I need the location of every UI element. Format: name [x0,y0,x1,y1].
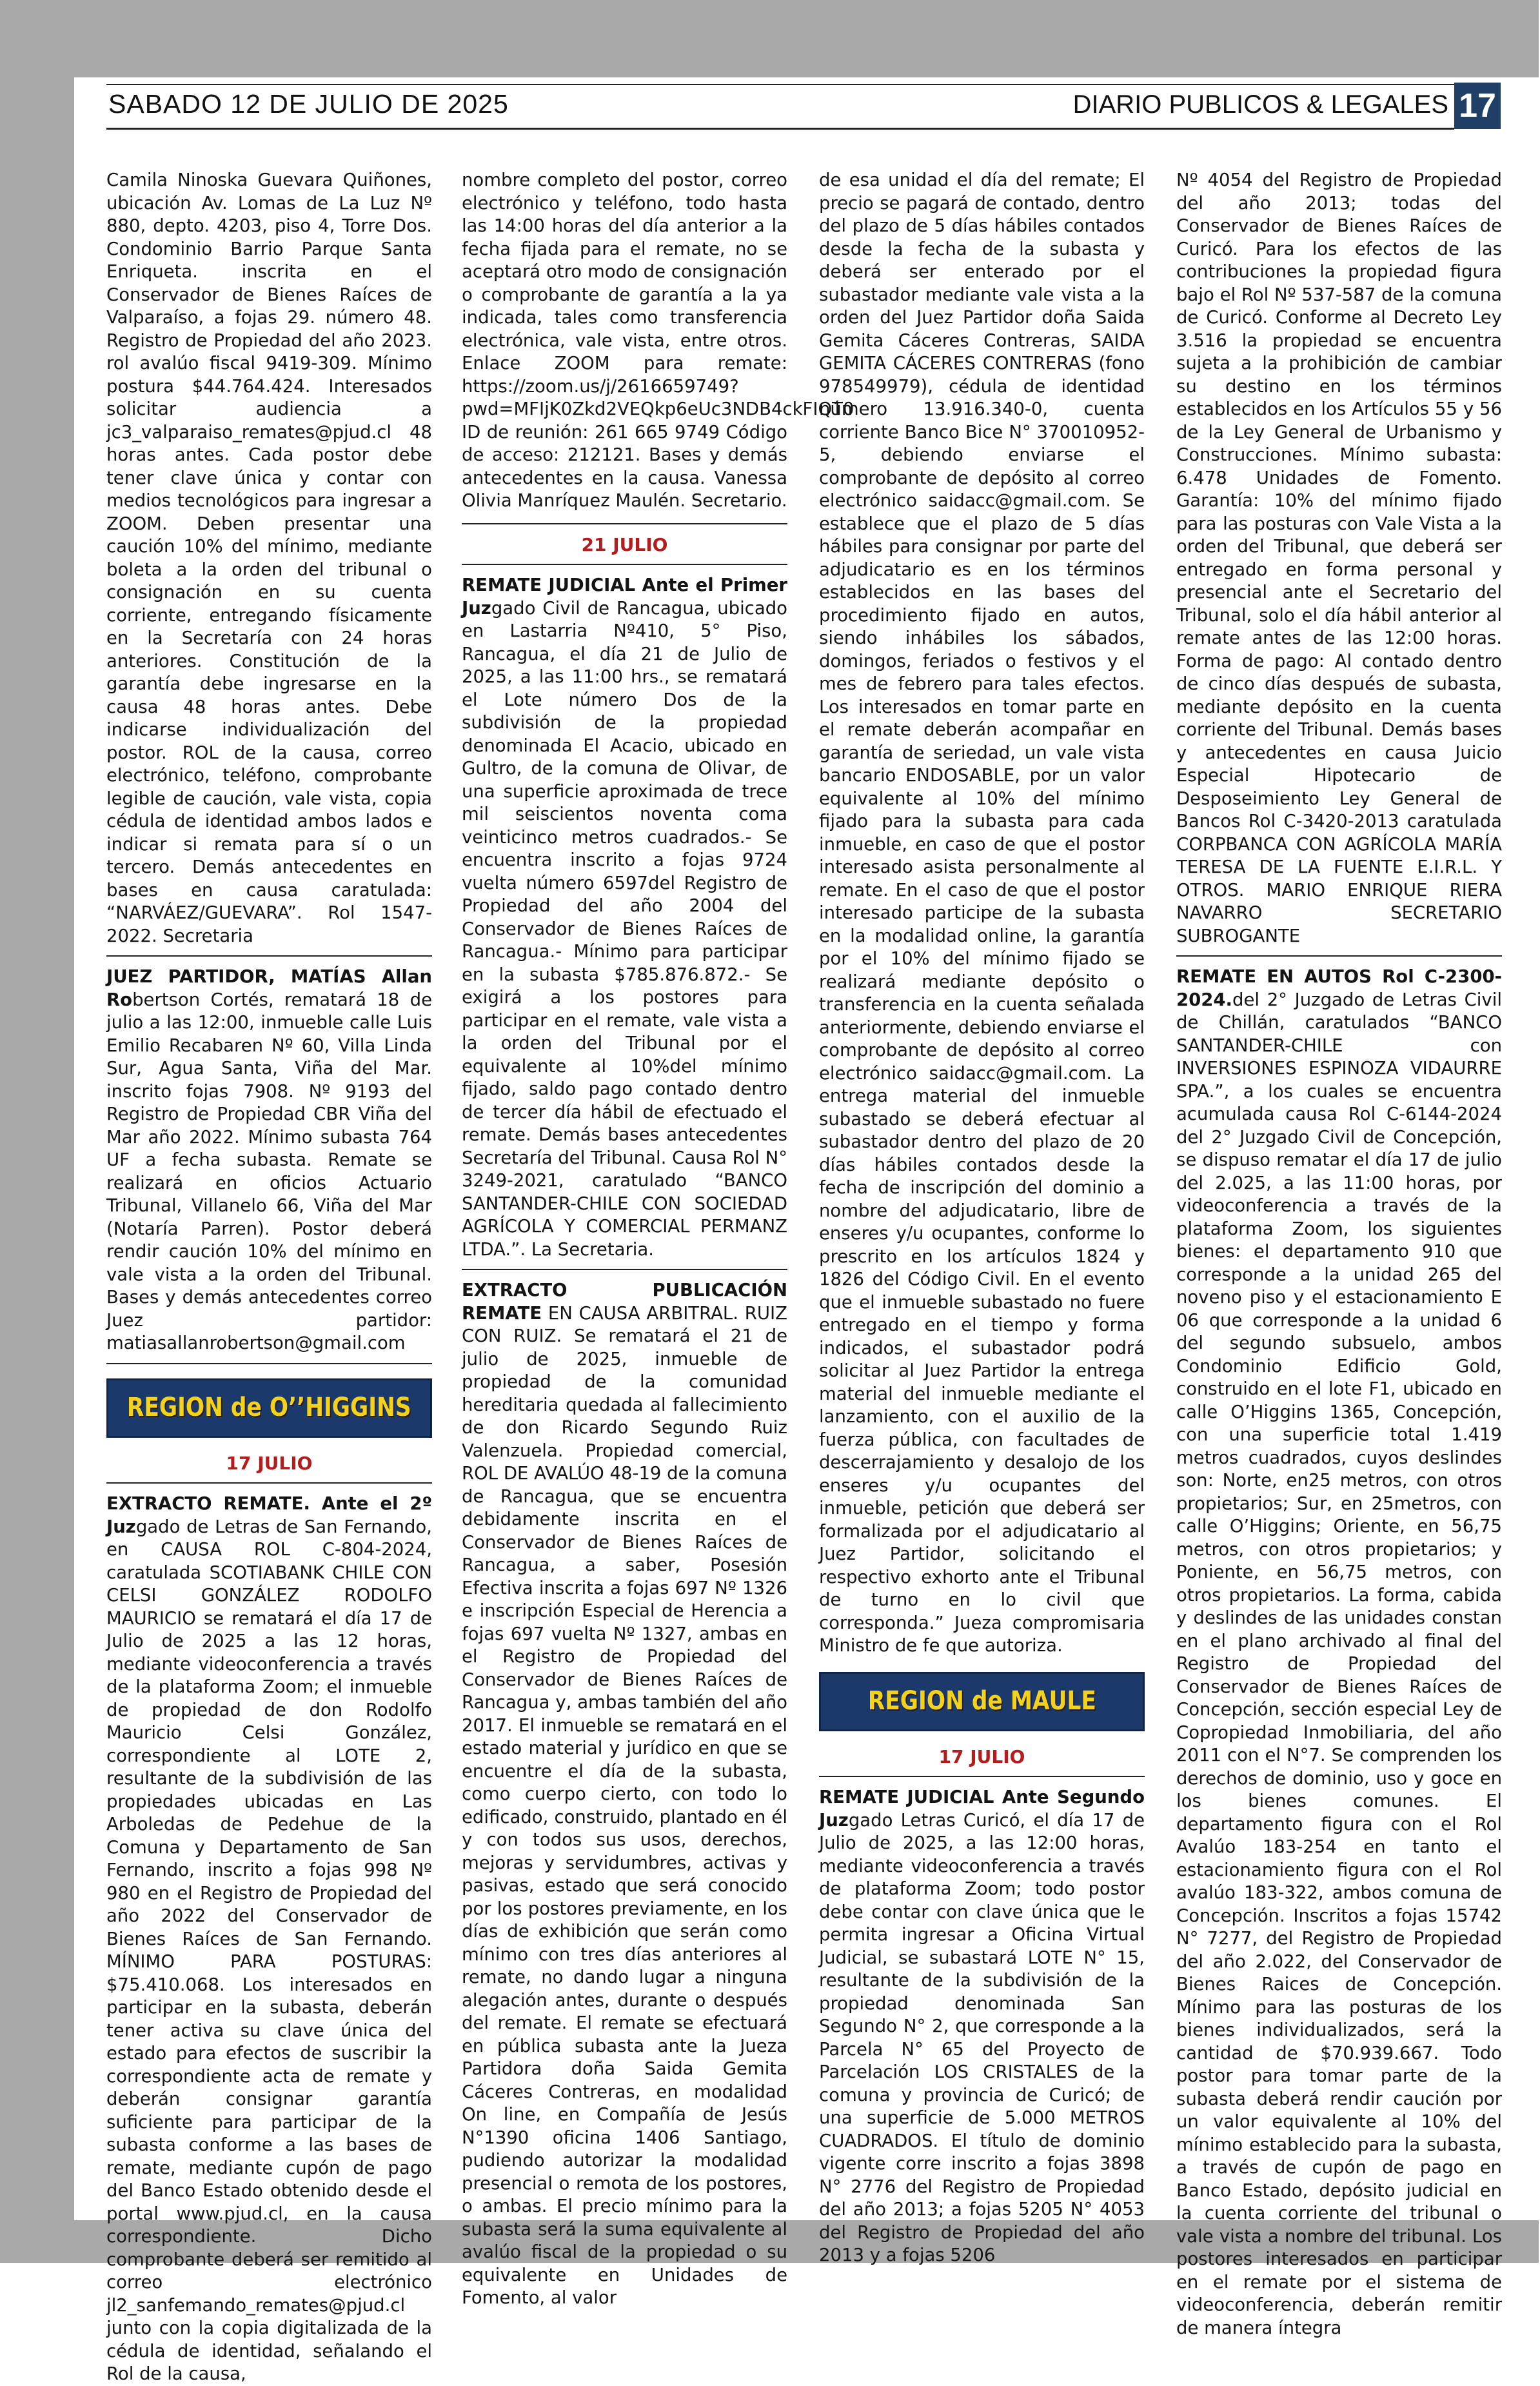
header-date: SABADO 12 DE JULIO DE 2025 [108,89,509,119]
notice-lead: EXTRACTO REMATE. Ante el 2º Juz [106,1493,432,1537]
notice-body: gado Letras Curicó, el día 17 de Julio de 2025, a las 12:00 horas, mediante videoconferencia a través de plataforma Zoom; todo postor debe contar con clave única que le permita ingresar a Oficina Virtual Judicial, se subastará LOTE N° 15, resultante de la subdivisión de la propiedad denominada San Segundo N° 2, que corresponde a la Parcela N° 65 del Proyecto de Parcelación LOS CRISTALES de la comuna y provincia de Curicó; de una superficie de 5.000 METROS CUADRADOS. El título de dominio vigente corre inscrito a fojas 3898 N° 2776 del Registro de Propiedad del año 2013; a fojas 5205 N° 4053 del Registro de Propiedad del año 2013 y a fojas 5206 [819,1809,1145,2265]
notice-continuation: nombre completo del postor, correo electrónico y teléfono, todo hasta las 14:00 horas del día anterior a la fecha fijada para el remate, no se aceptará otro modo de consignación o comprobante de garantía a la ya indicada, tales como transferencia electrónica, vale vista, entre otros. Enlace ZOOM para remate: https://zoom.us/j/2616659749?pwd=MFIjK0Zkd2VEQkp6eUc3NDB4ckFIQT0 ID de reunión: 261 665 9749 Código de acceso: 212121. Bases y demás antecedentes en la causa. Vanessa Olivia Manríquez Maulén. Secretario. [462,170,854,511]
notice-lead: JUEZ PARTIDOR, MATÍAS Allan Ro [106,966,432,1010]
region-title: REGION de MAULE [867,1685,1096,1716]
notice-extracto-publicacion [462,1279,787,2310]
notice-divider [462,564,787,565]
notice-remate-chillan [1176,966,1502,2340]
notice-lead: REMATE JUDICIAL Ante Segundo Juz [819,1787,1145,1831]
notice-body: gado de Letras de San Fernando, en CAUSA ROL C-804-2024, caratulada SCOTIABANK CHILE CON CELSI GONZÁLEZ RODOLFO MAURICIO se rematará el día 17 de Julio de 2025 a las 12 horas, mediante videoconferencia a través de la plataforma Zoom; el inmueble de propiedad de don Rodolfo Mauricio Celsi González, correspondiente al LOTE 2, resultante de la subdivisión de las propiedades ubicadas en Las Arboledas de Pedehue de la Comuna y Departamento de San Fernando, inscrito a fojas 998 Nº 980 en el Registro de Propiedad del año 2022 del Conservador de Bienes Raíces de San Fernando. MÍNIMO PARA POSTURAS: $75.410.068. Los interesados en participar en la subasta, deberán tener activa su clave única del estado para efectos de suscribir la correspondiente acta de remate y deberán consignar garantía suficiente para participar de la subasta conforme a las bases de remate, mediante cupón de pago del Banco Estado obtenido desde el portal www.pjud.cl, en la causa correspondiente. Dicho comprobante deberá ser remitido al correo electrónico jl2_sanfemando_remates@pjud.cl junto con la copia digitalizada de la cédula de identidad, señalando el Rol de la causa, [106,1516,432,2384]
column-2 [462,169,854,2308]
column-3 [819,169,1145,2265]
notice-body: gado Civil de Rancagua, ubicado en Lastarria Nº410, 5° Piso, Rancagua, el día 21 de Julio de 2025, a las 11:00 hrs., se rematará el Lote número Dos de la subdivisión de la propiedad denominada El Acacio, ubicado en Gultro, de la comuna de Olivar, de una superficie aproximada de trece mil seiscientos noventa coma veinticinco metros cuadrados.- Se encuentra inscrito a fojas 9724 vuelta número 6597del Registro de Propiedad del año 2004 del Conservador de Bienes Raíces de Rancagua.- Mínimo para participar en la subasta $785.876.872.- Se exigirá a los postores para participar en el remate, vale vista a la orden del Tribunal por el equivalente al 10%del mínimo fijado, saldo pago contado dentro de tercer día hábil de efectuado el remate. Demás bases antecedentes Secretaría del Tribunal. Causa Rol N° 3249-2021, caratulado “BANCO SANTANDER-CHILE CON SOCIEDAD AGRÍCOLA Y COMERCIAL PERMANZ LTDA.”. La Secretaria. [462,597,787,1260]
notice-body: del 2° Juzgado de Letras Civil de Chillán, caratulados “BANCO SANTANDER-CHILE con INVERSIONES ESPINOZA VIDAURRE SPA.”, a los cuales se encuentra acumulada causa Rol C-6144-2024 del 2° Juzgado Civil de Concepción, se dispuso rematar el día 17 de julio del 2.025, a las 11:00 horas, por videoconferencia a través de la plataforma Zoom, los siguientes bienes: el departamento 910 que corresponde a la unidad 265 del noveno piso y el estacionamiento E 06 que corresponde a la unidad 6 del segundo subsuelo, ambos Condominio Edificio Gold, construido en el lote F1, ubicado en calle O’Higgins 1365, Concepción, con una superficie total 1.419 metros cuadrados, cuyos deslindes son: Norte, en25 metros, con otros propietarios; Sur, en 25metros, con calle O’Higgins; Oriente, en 56,75 metros, con otros propietarios; y Poniente, en 56,75 metros, con otros propietarios. La forma, cabida y deslindes de las unidades constan en el plano archivado al final del Registro de Propiedad del Conservador de Bienes Raíces de Concepción, sección especial Ley de Copropiedad Inmobiliaria, del año 2011 con el N°7. Se comprenden los derechos de dominio, uso y goce en los bienes comunes. El departamento figura con el Rol Avalúo 183-254 en tanto el estacionamiento figura con el Rol avalúo 183-322, ambos comuna de Concepción. Inscritos a fojas 15742 N° 7277, del Registro de Propiedad del año 2.022, del Conservador de Bienes Raices de Concepción. Mínimo para las posturas de los bienes individualizados, será la cantidad de $70.939.667. Todo postor para tomar parte de la subasta deberá rendir caución por un valor equivalente al 10% del mínimo establecido para la subasta, a través de cupón de pago en Banco Estado, depósito judicial en la cuenta corriente del tribunal o vale vista a nombre del tribunal. Los postores interesados en participar en el remate por el sistema de videoconferencia, deberán remitir de manera íntegra [1176,989,1502,2338]
notice-body: EN CAUSA ARBITRAL. RUIZ CON RUIZ. Se rematará el 21 de julio de 2025, inmueble de propiedad de la comunidad hereditaria quedada al fallecimiento de don Ricardo Segundo Ruiz Valenzuela. Propiedad comercial, ROL DE AVALÚO 48-19 de la comuna de Rancagua, que se encuentra debidamente inscrita en el Conservador de Bienes Raíces de Rancagua, a saber, Posesión Efectiva inscrita a fojas 697 Nº 1326 e inscripción Especial de Herencia a fojas 697 vuelta Nº 1327, ambas en el Registro de Propiedad del Conservador de Bienes Raíces de Rancagua y, ambas también del año 2017. El inmueble se rematará en el estado material y jurídico en que se encuentre el día de la subasta, como cuerpo cierto, con todo lo edificado, construido, plantado en él y con todos sus usos, derechos, mejoras y servidumbres, activas y pasivas, estado que será conocido por los postores previamente, en los días de exhibición que serán como mínimo con tres días anteriores al remate, no dando lugar a ninguna alegación antes, durante o después del remate. El remate se efectuará en pública subasta ante la Jueza Partidora doña Saida Gemita Cáceres Contreras, en modalidad On line, en Compañía de Jesús N°1390 oficina 1406 Santiago, pudiendo autorizar la modalidad presencial o remota de los postores, o ambas. El precio mínimo para la subasta será la suma equivalente al avalúo fiscal de la propiedad o su equivalente en Unidades de Fomento, al valor [462,1302,787,2308]
notice-narvaez-guevara: Camila Ninoska Guevara Quiñones, ubicación Av. Lomas de La Luz Nº 880, depto. 4203, piso 4, Torre Dos. Condominio Barrio Parque Santa Enriqueta. inscrita en el Conservador de Bienes Raíces de Valparaíso, a fojas 29. número 48. Registro de Propiedad del año 2023. rol avalúo fiscal 9419-309. Mínimo postura $44.764.424. Interesados solicitar audiencia a jc3_valparaiso_remates@pjud.cl 48 horas antes. Cada postor debe tener clave única y contar con medios tecnológicos para ingresar a ZOOM. Deben presentar una caución 10% del mínimo, mediante boleta a la orden del tribunal o consignación en su cuenta corriente, entregando físicamente en la Secretaría con 24 horas anteriores. Constitución de la garantía debe ingresarse en la causa 48 horas antes. Debe indicarse individualización del postor. ROL de la causa, correo electrónico, teléfono, comprobante legible de caución, vale vista, copia cédula de identidad ambos lados e indicar si remata para sí o un tercero. Demás antecedentes en bases en causa caratulada: “NARVÁEZ/GUEVARA”. Rol 1547-2022. Secretaria [106,170,432,946]
region-title: REGION de O’’HIGGINS [127,1392,411,1422]
header-rule-bottom [106,128,1454,130]
notice-remate-rancagua [462,574,787,1261]
notice-continuation: de esa unidad el día del remate; El precio se pagará de contado, dentro del plazo de 5 días hábiles contados desde la fecha de la subasta y deberá ser enterado por el subastador mediante vale vista a la orden del Juez Partidor doña Saida Gemita Cáceres Contreras, SAIDA GEMITA CÁCERES CONTRERAS (fono 978549979), cédula de identidad número 13.916.340-0, cuenta corriente Banco Bice N° 370010952-5, debiendo enviarse el comprobante de depósito al correo electrónico saidacc@gmail.com. Se establece que el plazo de 5 días hábiles para consignar por parte del adjudicatario es en los términos establecidos en las bases del procedimiento fijado en autos, siendo inhábiles los sábados, domingos, feriados o festivos y el mes de febrero para tales efectos. Los interesados en tomar parte en el remate deberán acompañar en garantía de seriedad, un vale vista bancario ENDOSABLE, por un valor equivalente al 10% del mínimo fijado para la subasta para cada inmueble, en caso de que el postor interesado asista personalmente al remate. En el caso de que el postor interesado participe de la subasta en la modalidad online, la garantía por el 10% del mínimo fijado se realizará mediante depósito o transferencia en la cuenta señalada anteriormente, debiendo enviarse el comprobante de depósito al correo electrónico saidacc@gmail.com. La entrega material del inmueble subastado se deberá efectuar al subastador dentro del plazo de 20 días hábiles contados desde la fecha de inscripción del dominio a nombre del adjudicatario, libre de enseres y/u ocupantes, conforme lo prescrito en los artículos 1824 y 1826 del Código Civil. En el evento que el inmueble subastado no fuere entregado en el tiempo y forma indicados, el subastador podrá solicitar al Juez Partidor la entrega material del inmueble mediante el lanzamiento, con el auxilio de la fuerza pública, con facultades de descerrajamiento y desalojo de los enseres y/u ocupantes del inmueble, petición que deberá ser formalizada por el adjudicatario al Juez Partidor, solicitando el respectivo exhorto ante el Tribunal de turno en lo civil que corresponda.” Jueza compromisaria Ministro de fe que autoriza. [819,170,1145,1656]
section-date: 17 JULIO [938,1745,1025,1767]
notice-lead: REMATE EN AUTOS Rol C-2300-2024. [1176,966,1502,1010]
notice-juez-partidor [106,966,432,1355]
notice-divider [819,1776,1145,1777]
column-4 [1176,169,1502,2338]
region-banner-maule [819,1672,1145,1731]
column-1 [106,169,432,2384]
region-banner-ohiggins [106,1378,432,1438]
notice-continuation: Nº 4054 del Registro de Propiedad del año 2013; todas del Conservador de Bienes Raíces de Curicó. Para los efectos de las contribuciones la propiedad figura bajo el Rol Nº 537-587 de la comuna de Curicó. Conforme al Decreto Ley 3.516 la propiedad se encuentra sujeta a la prohibición de cambiar su destino en los términos establecidos en los Artículos 55 y 56 de la Ley General de Urbanismo y Construcciones. Mínimo subasta: 6.478 Unidades de Fomento. Garantía: 10% del mínimo fijado para las posturas con Vale Vista a la orden del Tribunal, que deberá ser entregado en forma personal y presencial ante el Secretario del Tribunal, solo el día hábil anterior al remate antes de las 12:00 horas. Forma de pago: Al contado dentro de cinco días después de subasta, mediante depósito en la cuenta corriente del Tribunal. Demás bases y antecedentes en causa Juicio Especial Hipotecario de Desposeimiento Ley General de Bancos Rol C-3420-2013 caratulada CORPBANCA CON AGRÍCOLA MARÍA TERESA DE LA FUENTE E.I.R.L. Y OTROS. MARIO ENRIQUE RIERA NAVARRO SECRETARIO SUBROGANTE [1176,170,1502,946]
notice-divider [106,1482,432,1484]
notice-divider [462,1269,787,1270]
section-date: 17 JULIO [226,1452,313,1474]
notice-divider [1176,955,1502,957]
page-number-badge: 17 [1454,83,1501,129]
notice-divider [106,1363,432,1364]
notice-divider [462,523,787,524]
notice-lead: EXTRACTO PUBLICACIÓN REMATE [462,1280,787,1324]
section-date: 21 JULIO [581,533,668,555]
header-publication: DIARIO PUBLICOS & LEGALES [1072,90,1448,119]
header-rule-top [106,84,1454,85]
notice-remate-curico [819,1786,1145,2267]
notice-body: bertson Cortés, rematará 18 de julio a las 12:00, inmueble calle Luis Emilio Recabaren Nº 60, Villa Linda Sur, Agua Santa, Viña del Mar. inscrito fojas 7908. Nº 9193 del Registro de Propiedad CBR Viña del Mar año 2022. Mínimo subasta 764 UF a fecha subasta. Remate se realizará en oficios Actuario Tribunal, Villanelo 66, Viña del Mar (Notaría Parren). Postor deberá rendir caución 10% del mínimo en vale vista a la orden del Tribunal. Bases y demás antecedentes correo Juez partidor: matiasallanrobertson@gmail.com [106,989,432,1353]
notice-lead: REMATE JUDICIAL Ante el Primer Juz [462,575,787,619]
notice-divider [106,955,432,957]
notice-extracto-remate [106,1493,432,2386]
